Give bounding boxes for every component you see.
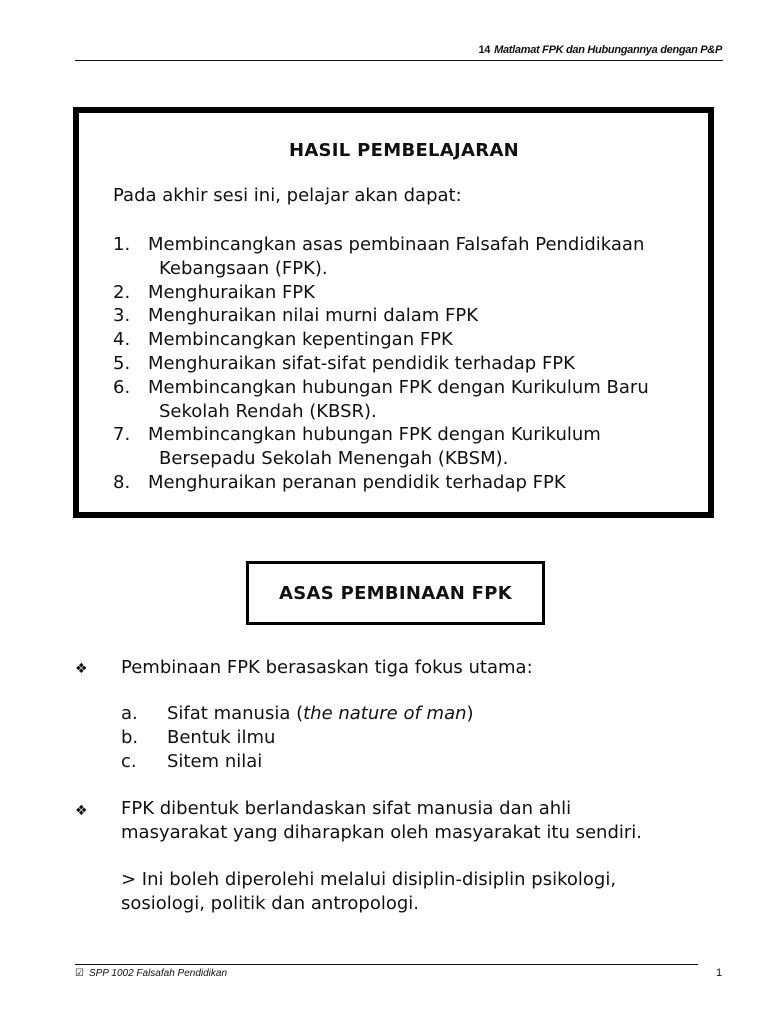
bullet-paragraph-1: Pembinaan FPK berasaskan tiga fokus utama: bbox=[121, 657, 533, 678]
item-text: Membincangkan kepentingan FPK bbox=[148, 329, 453, 351]
note-line-1: > Ini boleh diperolehi melalui disiplin-disiplin psikologi, bbox=[121, 869, 617, 890]
list-item bbox=[113, 423, 649, 471]
item-text: Menghuraikan sifat-sifat pendidik terhadap FPK bbox=[148, 352, 575, 374]
item-text: Bentuk ilmu bbox=[167, 726, 276, 748]
item-letter: a. bbox=[121, 703, 138, 724]
item-number: 3. bbox=[113, 305, 131, 327]
diamond-bullet-icon: ❖ bbox=[75, 661, 88, 677]
footer-course bbox=[75, 968, 227, 979]
learning-outcomes-box bbox=[73, 107, 714, 518]
list-item bbox=[113, 233, 649, 281]
item-text: Membincangkan hubungan FPK dengan Kurikulum Baru bbox=[148, 376, 649, 398]
diamond-bullet-icon: ❖ bbox=[75, 803, 88, 819]
item-text-after: ) bbox=[466, 703, 474, 724]
item-text: Membincangkan asas pembinaan Falsafah Pendidikaan bbox=[148, 234, 645, 255]
item-number: 4. bbox=[113, 329, 131, 351]
learning-outcomes-list bbox=[113, 233, 649, 495]
list-item bbox=[121, 702, 474, 726]
section-heading-box bbox=[246, 561, 545, 625]
course-name: SPP 1002 Falsafah Pendidikan bbox=[88, 968, 228, 979]
item-continuation: Sekolah Rendah (KBSR). bbox=[159, 400, 377, 422]
item-number: 1. bbox=[113, 234, 131, 255]
list-item bbox=[113, 352, 649, 376]
chapter-number: 14 bbox=[478, 44, 491, 56]
list-item bbox=[113, 328, 649, 352]
item-number: 7. bbox=[113, 424, 131, 446]
item-text: Sifat manusia ( bbox=[167, 703, 304, 724]
item-text: Menghuraikan FPK bbox=[148, 281, 315, 303]
list-item bbox=[113, 471, 649, 495]
list-item bbox=[113, 376, 649, 424]
list-item bbox=[121, 750, 474, 774]
item-number: 6. bbox=[113, 376, 131, 398]
item-text: Membincangkan hubungan FPK dengan Kurikulum bbox=[148, 424, 601, 446]
item-letter: b. bbox=[121, 726, 139, 748]
item-number: 8. bbox=[113, 471, 131, 493]
note-line-2: sosiologi, politik dan antropologi. bbox=[121, 893, 420, 914]
page-number: 1 bbox=[716, 967, 723, 979]
bullet-paragraph-2-line-2: masyarakat yang diharapkan oleh masyarakat itu sendiri. bbox=[121, 822, 642, 843]
item-italic-text: the nature of man bbox=[303, 703, 467, 724]
list-item bbox=[121, 726, 474, 750]
footer-rule bbox=[75, 964, 698, 965]
bullet-paragraph-2-line-1: FPK dibentuk berlandaskan sifat manusia dan ahli bbox=[121, 798, 572, 819]
item-letter: c. bbox=[121, 750, 137, 772]
section-heading: ASAS PEMBINAAN FPK bbox=[279, 582, 512, 604]
item-continuation: Bersepadu Sekolah Menengah (KBSM). bbox=[159, 448, 509, 470]
running-header bbox=[478, 44, 722, 56]
item-text: Menghuraikan peranan pendidik terhadap FPK bbox=[148, 471, 566, 493]
checkbox-icon: ☑ bbox=[75, 968, 84, 979]
learning-outcomes-title: HASIL PEMBELAJARAN bbox=[288, 140, 520, 161]
header-rule bbox=[75, 60, 723, 61]
list-item bbox=[113, 281, 649, 305]
item-text: Menghuraikan nilai murni dalam FPK bbox=[148, 305, 479, 327]
learning-outcomes-intro: Pada akhir sesi ini, pelajar akan dapat: bbox=[113, 185, 462, 206]
item-number: 2. bbox=[113, 281, 131, 303]
chapter-title: Matlamat FPK dan Hubungannya dengan P&P bbox=[494, 44, 722, 56]
item-continuation: Kebangsaan (FPK). bbox=[159, 257, 328, 279]
focus-list bbox=[121, 702, 474, 773]
list-item bbox=[113, 304, 649, 328]
item-number: 5. bbox=[113, 352, 131, 374]
item-text: Sitem nilai bbox=[167, 750, 263, 772]
